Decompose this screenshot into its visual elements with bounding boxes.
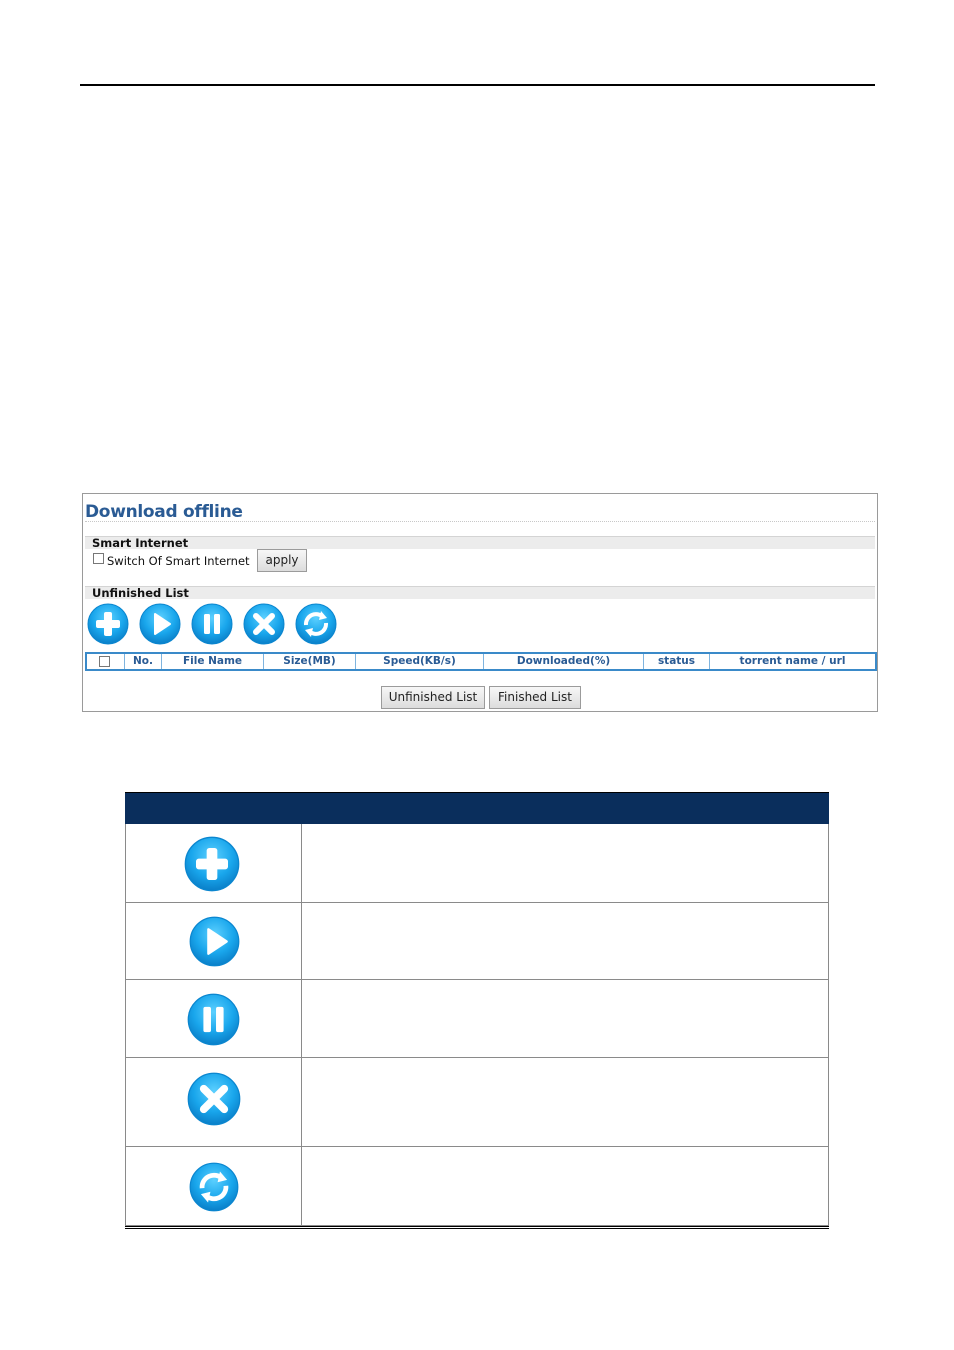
- row-description: [302, 980, 829, 1057]
- select-all-column: [87, 654, 125, 669]
- panel-title: Download offline: [85, 502, 243, 522]
- add-icon[interactable]: [87, 603, 129, 645]
- column-header-downloaded[interactable]: Downloaded(%): [484, 654, 644, 669]
- column-header-size[interactable]: Size(MB): [264, 654, 356, 669]
- finished-list-button[interactable]: Finished List: [489, 686, 581, 709]
- row-description: [302, 1058, 829, 1146]
- start-icon[interactable]: [139, 603, 181, 645]
- smart-internet-section-label: Smart Internet: [85, 536, 875, 549]
- title-divider: [85, 521, 875, 522]
- delete-icon: [187, 1072, 241, 1126]
- unfinished-list-section-label: Unfinished List: [85, 586, 875, 599]
- delete-icon[interactable]: [243, 603, 285, 645]
- table-header: [125, 792, 829, 824]
- table-row: [125, 980, 829, 1058]
- row-description: [302, 824, 829, 902]
- column-header-file-name[interactable]: File Name: [162, 654, 264, 669]
- column-header-torrent-name-url[interactable]: torrent name / url: [739, 655, 846, 667]
- refresh-icon: [189, 1162, 239, 1212]
- column-header-speed[interactable]: Speed(KB/s): [356, 654, 484, 669]
- page-top-rule: [80, 84, 875, 86]
- table-header-object: [125, 793, 302, 824]
- select-all-checkbox[interactable]: [99, 656, 110, 667]
- add-icon: [184, 836, 240, 892]
- icon-description-table: [125, 792, 829, 1229]
- pause-icon: [187, 993, 240, 1046]
- smart-internet-switch-label: Switch Of Smart Internet: [107, 554, 250, 568]
- row-description: [302, 1147, 829, 1225]
- unfinished-list-header: [85, 652, 877, 671]
- smart-internet-checkbox[interactable]: [93, 553, 104, 564]
- pause-icon[interactable]: [191, 603, 233, 645]
- column-header-no[interactable]: No.: [125, 654, 162, 669]
- download-offline-panel: [82, 493, 878, 712]
- table-row: [125, 1147, 829, 1226]
- column-header-status[interactable]: status: [644, 654, 710, 669]
- table-row: [125, 824, 829, 903]
- table-row: [125, 1058, 829, 1147]
- start-icon: [189, 916, 240, 967]
- refresh-icon[interactable]: [295, 603, 337, 645]
- row-description: [302, 903, 829, 979]
- table-bottom-rule: [125, 1226, 829, 1229]
- table-header-description: [302, 793, 829, 824]
- apply-button[interactable]: apply: [257, 549, 307, 572]
- unfinished-list-button[interactable]: Unfinished List: [381, 686, 485, 709]
- table-row: [125, 903, 829, 980]
